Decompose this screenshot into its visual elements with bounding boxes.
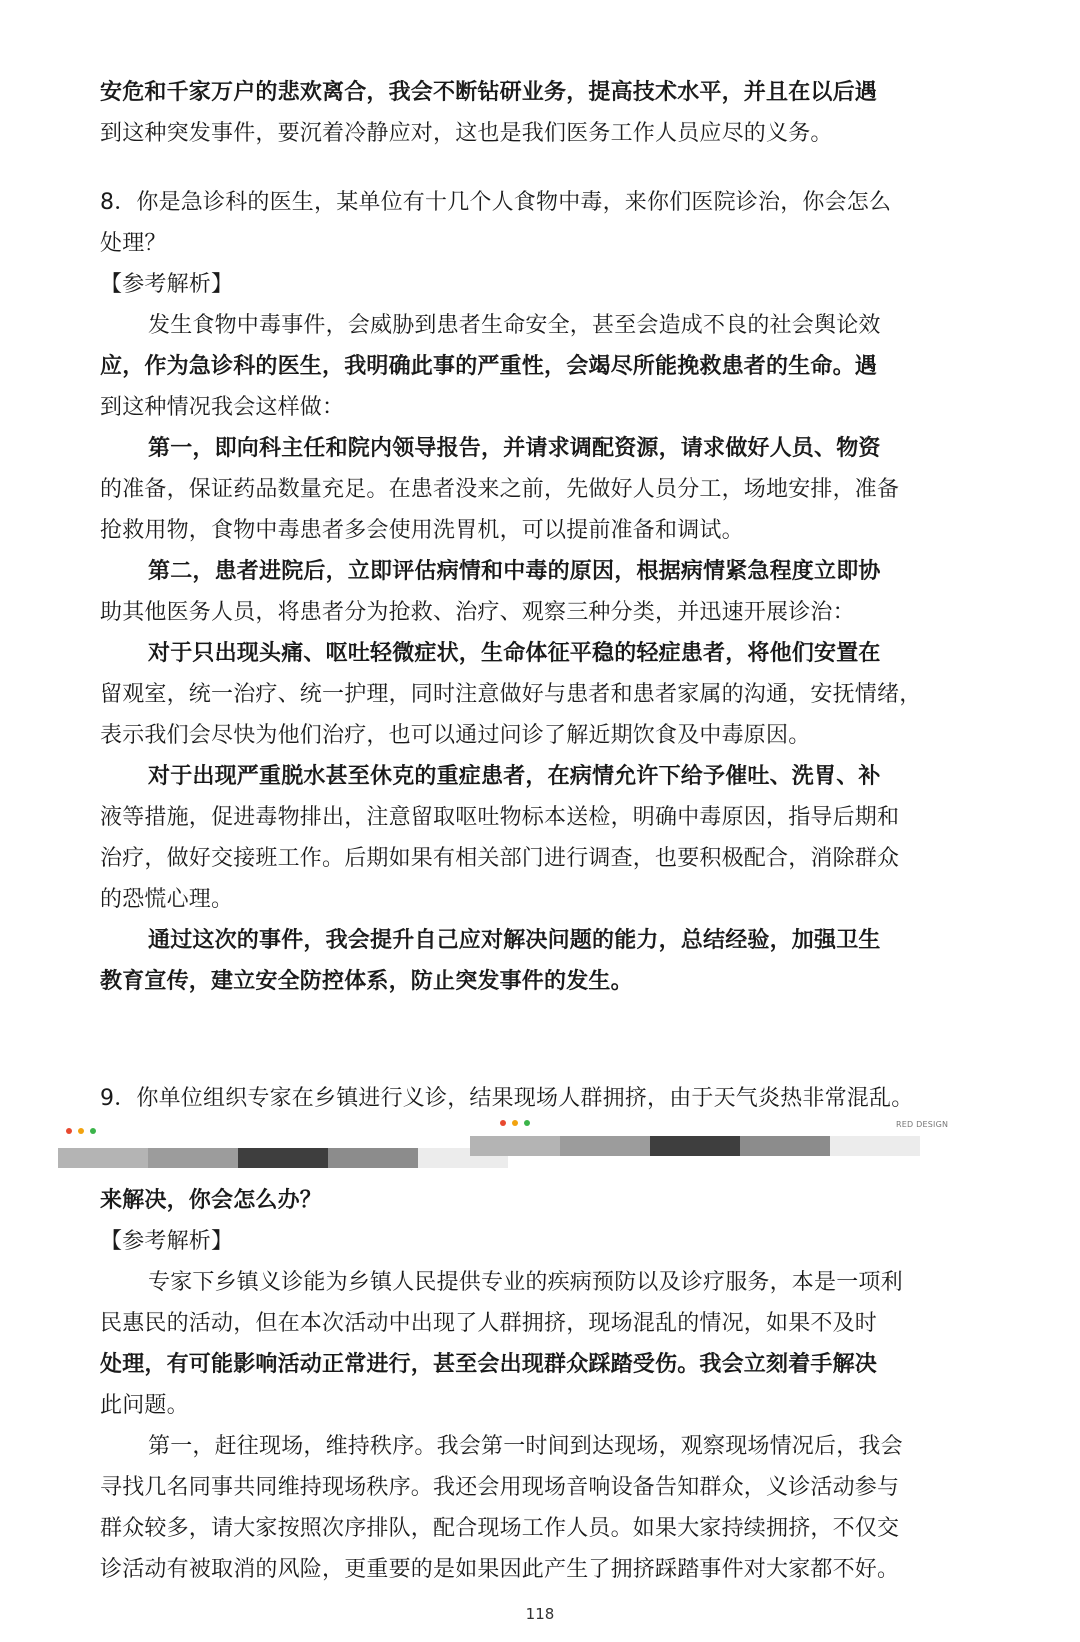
answer-line: 处理，有可能影响活动正常进行，甚至会出现群众踩踏受伤。我会立刻着手解决 [100,1352,878,1377]
page-number: 118 [525,1605,555,1623]
bar-segment [238,1148,328,1168]
answer-line: 教育宣传，建立安全防控体系，防止突发事件的发生。 [100,969,633,994]
bar-segment [148,1148,238,1168]
page-seam-strip [58,1122,976,1170]
answer-line: 群众较多，请大家按照次序排队，配合现场工作人员。如果大家持续拥挤，不仅交 [100,1516,900,1541]
answer-line: 寻找几名同事共同维持现场秩序。我还会用现场音响设备告知群众，义诊活动参与 [100,1475,900,1500]
step-heading: 第一，赶往现场，维持秩序。我会第一时间到达现场，观察现场情况后，我会 [148,1434,903,1459]
answer-line: 发生食物中毒事件，会威胁到患者生命安全，甚至会造成不良的社会舆论效 [148,313,881,338]
yellow-dot-icon [78,1128,84,1134]
text-line: 安危和千家万户的悲欢离合，我会不断钻研业务，提高技术水平，并且在以后遇 [100,80,878,105]
answer-line: 的恐慌心理。 [100,887,234,912]
gray-bar-right [470,1136,920,1156]
red-dot-icon [500,1120,506,1126]
answer-line: 助其他医务人员，将患者分为抢救、治疗、观察三种分类，并迅速开展诊治： [100,600,855,625]
answer-line: 对于出现严重脱水甚至休克的重症患者，在病情允许下给予催吐、洗胃、补 [148,764,881,789]
overlay-label: RED DESIGN [896,1120,949,1129]
step-heading: 第一，即向科主任和院内领导报告，并请求调配资源，请求做好人员、物资 [148,436,881,461]
answer-line: 治疗，做好交接班工作。后期如果有相关部门进行调查，也要积极配合，消除群众 [100,846,900,871]
green-dot-icon [524,1120,530,1126]
answer-line: 通过这次的事件，我会提升自己应对解决问题的能力，总结经验，加强卫生 [148,928,881,953]
question-text: 处理？ [100,231,167,256]
bar-segment [58,1148,148,1168]
gray-bar-left [58,1148,508,1168]
bar-segment [650,1136,740,1156]
question-9-start [100,1078,940,1119]
answer-line: 此问题。 [100,1393,189,1418]
answer-line: 液等措施，促进毒物排出，注意留取呕吐物标本送检，明确中毒原因，指导后期和 [100,805,900,830]
answer-line: 应，作为急诊科的医生，我明确此事的严重性，会竭尽所能挽救患者的生命。遇 [100,354,878,379]
green-dot-icon [90,1128,96,1134]
bar-segment [740,1136,830,1156]
question-8 [100,182,940,1002]
text-line: 到这种突发事件，要沉着冷静应对，这也是我们医务工作人员应尽的义务。 [100,121,833,146]
reference-label: 【参考解析】 [100,272,234,297]
answer-line: 民惠民的活动，但在本次活动中出现了人群拥挤，现场混乱的情况，如果不及时 [100,1311,878,1336]
question-text: 来解决，你会怎么办？ [100,1188,323,1213]
answer-line: 对于只出现头痛、呕吐轻微症状，生命体征平稳的轻症患者，将他们安置在 [148,641,881,666]
bar-segment [328,1148,418,1168]
reference-label: 【参考解析】 [100,1229,234,1254]
bar-segment [830,1136,920,1156]
answer-line: 专家下乡镇义诊能为乡镇人民提供专业的疾病预防以及诊疗服务，本是一项利 [148,1270,903,1295]
answer-line: 表示我们会尽快为他们治疗，也可以通过问诊了解近期饮食及中毒原因。 [100,723,811,748]
step-heading: 第二，患者进院后，立即评估病情和中毒的原因，根据病情紧急程度立即协 [148,559,881,584]
answer-line: 诊活动有被取消的风险，更重要的是如果因此产生了拥挤踩踏事件对大家都不好。 [100,1557,900,1582]
window-dots [500,1120,530,1126]
bar-segment [470,1136,560,1156]
answer-line: 抢救用物，食物中毒患者多会使用洗胃机，可以提前准备和调试。 [100,518,744,543]
yellow-dot-icon [512,1120,518,1126]
intro-paragraph [100,72,940,154]
answer-line: 留观室，统一治疗、统一护理，同时注意做好与患者和患者家属的沟通，安抚情绪， [100,682,922,707]
question-text: 8．你是急诊科的医生，某单位有十几个人食物中毒，来你们医院诊治，你会怎么 [100,190,892,215]
red-dot-icon [66,1128,72,1134]
window-dots [66,1128,96,1134]
answer-line: 的准备，保证药品数量充足。在患者没来之前，先做好人员分工，场地安排，准备 [100,477,900,502]
answer-line: 到这种情况我会这样做： [100,395,345,420]
question-9 [100,1180,940,1590]
bar-segment [560,1136,650,1156]
question-text: 9．你单位组织专家在乡镇进行义诊，结果现场人群拥挤，由于天气炎热非常混乱。 [100,1086,914,1111]
